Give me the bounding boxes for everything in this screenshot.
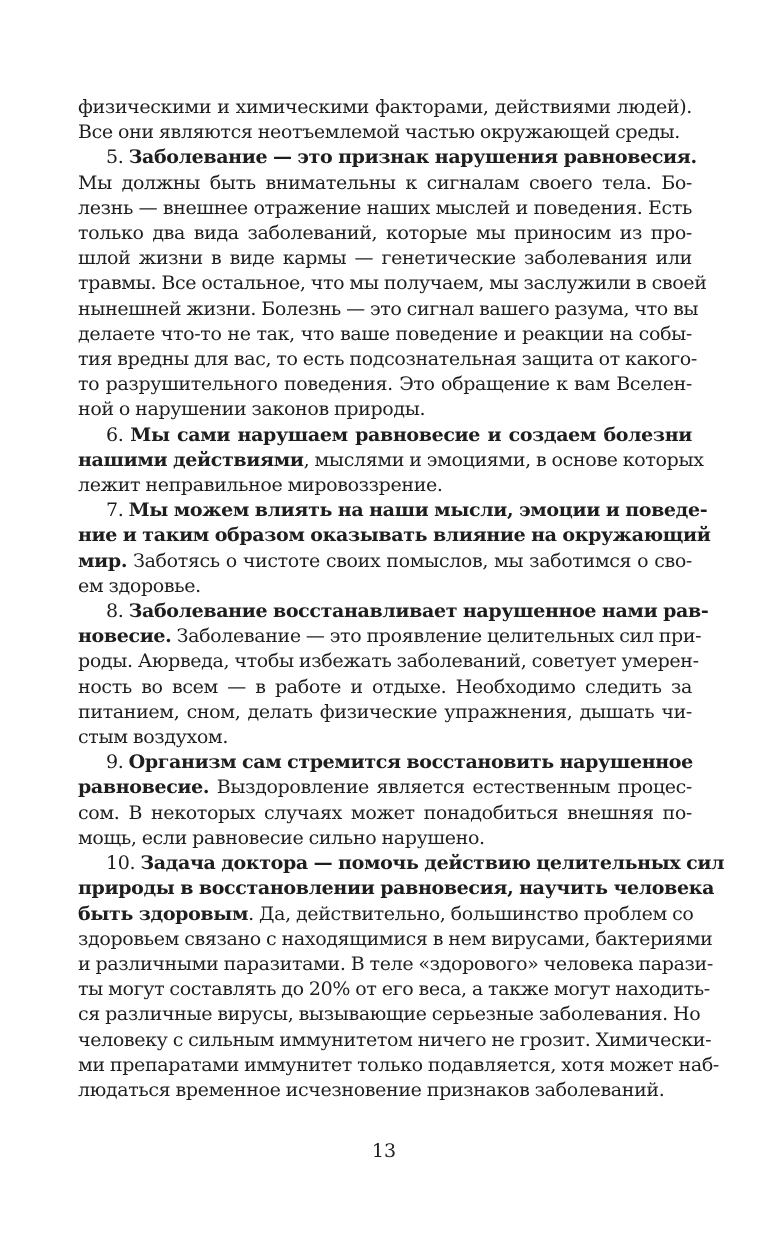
text: шлой жизни в виде кармы — генетические заболевания или xyxy=(78,247,692,270)
text-line xyxy=(78,322,692,347)
text: и различными паразитами. В теле «здорового» человека парази- xyxy=(78,952,713,975)
text-line xyxy=(78,649,699,674)
text-line xyxy=(78,196,692,221)
text-line xyxy=(78,574,692,599)
text: 7. xyxy=(106,499,129,522)
text-line xyxy=(78,372,692,397)
text-line xyxy=(78,952,713,977)
text: , мыслями и эмоциями, в основе которых xyxy=(303,448,704,471)
text-line xyxy=(78,1002,701,1027)
page-body xyxy=(78,95,725,1103)
text-line xyxy=(78,246,692,271)
text: нынешней жизни. Болезнь — это сигнал вашего разума, что вы xyxy=(78,297,699,320)
bold-text: Задача доктора — помочь действию целительных сил xyxy=(140,852,725,875)
text-line xyxy=(78,473,692,498)
text-line xyxy=(78,221,692,246)
text: ми препаратами иммунитет только подавляется, хотя может наб- xyxy=(78,1053,719,1076)
text: то разрушительного поведения. Это обращение к вам Вселен- xyxy=(78,373,692,396)
text: Заболевание — это проявление целительных сил при- xyxy=(171,625,702,648)
text: 10. xyxy=(106,852,141,875)
bold-text: Мы можем влиять на наши мысли, эмоции и поведе- xyxy=(128,499,708,522)
bold-text: ние и таким образом оказывать влияние на окружающий xyxy=(78,524,711,547)
text-line xyxy=(78,977,710,1002)
text: тия вредны для вас, то есть подсознательная защита от какого- xyxy=(78,348,697,371)
bold-text: новесие. xyxy=(78,625,172,648)
text: физическими и химическими факторами, действиями людей). xyxy=(78,96,692,118)
text: Мы должны быть внимательны к сигналам своего тела. Бо- xyxy=(78,171,692,194)
text-line xyxy=(78,1053,719,1078)
text: лезнь — внешнее отражение наших мыслей и поведения. Есть xyxy=(78,196,692,219)
text-line xyxy=(78,927,713,952)
text-line xyxy=(78,775,692,800)
text: мощь, если равновесие сильно нарушено. xyxy=(78,826,485,849)
text-line xyxy=(78,826,692,851)
page-number: 13 xyxy=(371,1140,397,1162)
text: делаете что-то не так, что ваше поведение и реакции на собы- xyxy=(78,322,692,345)
bold-text: Заболевание восстанавливает нарушенное нами рав- xyxy=(128,600,709,623)
bold-text: природы в восстановлении равновесия, научить человека xyxy=(78,877,715,900)
text: людаться временное исчезновение признаков заболеваний. xyxy=(78,1078,665,1101)
text: 5. xyxy=(106,146,129,169)
text: здоровьем связано с находящимися в нем вирусами, бактериями xyxy=(78,927,713,950)
text-line xyxy=(78,675,692,700)
text: Выздоровление является естественным процес- xyxy=(209,776,692,799)
text: травмы. Все остальное, что мы получаем, мы заслужили в своей xyxy=(78,272,707,295)
text-line xyxy=(78,725,692,750)
text-line xyxy=(78,750,692,775)
text-line xyxy=(78,1028,712,1053)
bold-text: нашими действиями xyxy=(78,448,304,471)
bold-text: равновесие. xyxy=(78,776,210,799)
text-line xyxy=(78,271,707,296)
text: 6. xyxy=(106,423,131,446)
text-line xyxy=(78,397,692,422)
text: ной о нарушении законов природы. xyxy=(78,398,426,421)
text: Все они являются неотъемлемой частью окружающей среды. xyxy=(78,121,680,144)
text-line xyxy=(78,851,725,876)
text-line xyxy=(78,171,692,196)
text: роды. Аюрведа, чтобы избежать заболеваний, советует умерен- xyxy=(78,650,699,673)
text: лежит неправильное мировоззрение. xyxy=(78,474,443,497)
text: Заботясь о чистоте своих помыслов, мы заботимся о сво- xyxy=(127,549,692,572)
bold-text: быть здоровым xyxy=(78,902,249,925)
bold-text: Заболевание — это признак нарушения равновесия. xyxy=(128,146,697,169)
bold-text: Организм сам стремится восстановить нарушенное xyxy=(128,751,693,774)
text: 9. xyxy=(106,751,129,774)
text-line xyxy=(78,549,692,574)
text-line xyxy=(78,120,692,145)
text: 8. xyxy=(106,600,129,623)
text: только два вида заболеваний, которые мы приносим из про- xyxy=(78,222,692,245)
text-line xyxy=(78,423,692,448)
text: сом. В некоторых случаях может понадобиться внешняя по- xyxy=(78,801,692,824)
text-line xyxy=(78,498,708,523)
text-line xyxy=(78,523,711,548)
text-line xyxy=(78,876,715,901)
text: ся различные вирусы, вызывающие серьезные заболевания. Но xyxy=(78,1003,701,1026)
text-line xyxy=(78,801,692,826)
text-line xyxy=(78,448,704,473)
text-line xyxy=(78,145,697,170)
text-line xyxy=(78,297,699,322)
text: ность во всем — в работе и отдыхе. Необходимо следить за xyxy=(78,675,692,698)
text: стым воздухом. xyxy=(78,726,229,749)
text-line xyxy=(78,902,692,927)
text-line xyxy=(78,624,702,649)
text-line xyxy=(78,599,709,624)
text-line xyxy=(78,347,697,372)
text: ем здоровье. xyxy=(78,574,201,597)
text: питанием, сном, делать физические упражнения, дышать чи- xyxy=(78,700,692,723)
bold-text: Мы сами нарушаем равновесие и создаем болезни xyxy=(130,423,692,446)
text: ты могут составлять до 20% от его веса, а также могут находить- xyxy=(78,978,710,1001)
text: . Да, действительно, большинство проблем со xyxy=(248,902,694,925)
text: человеку с сильным иммунитетом ничего не грозит. Химически- xyxy=(78,1028,712,1051)
text-line xyxy=(78,700,692,725)
text-line xyxy=(78,95,692,120)
text-line xyxy=(78,1078,692,1103)
bold-text: мир. xyxy=(78,549,128,572)
